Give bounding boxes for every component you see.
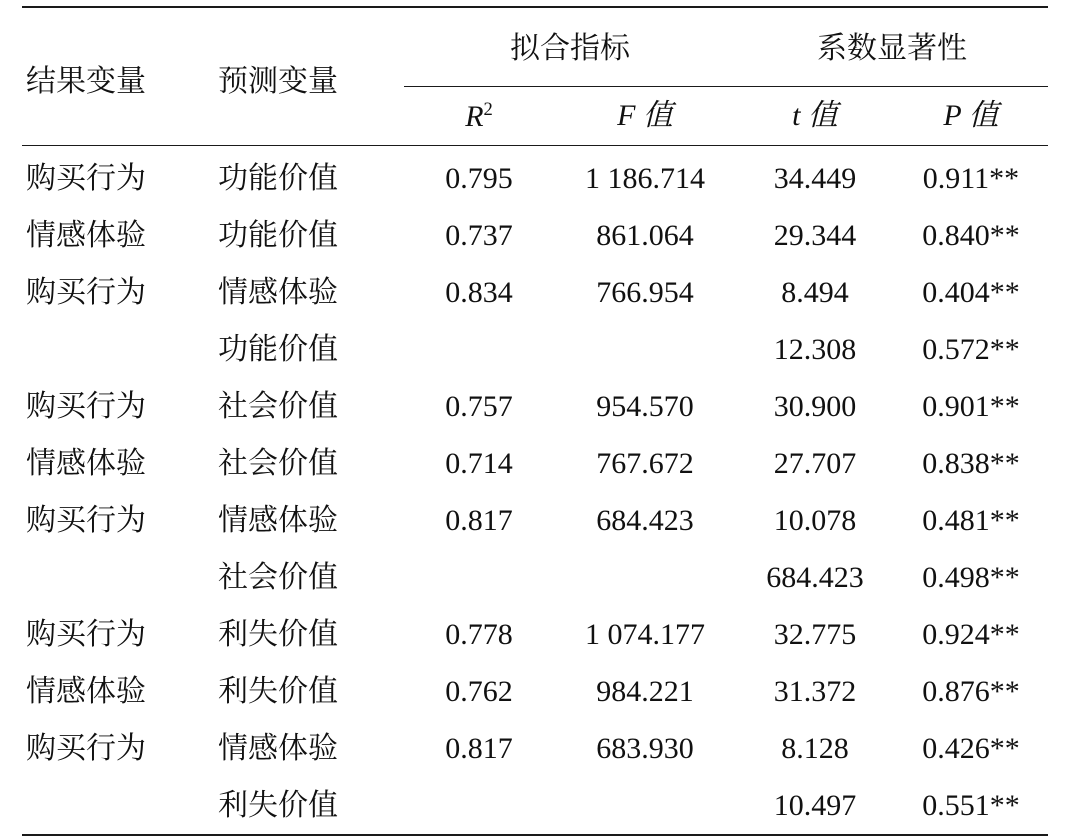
cell-f	[554, 321, 736, 378]
cell-p: 0.498**	[922, 560, 1020, 594]
cell-outcome: 情感体验	[26, 218, 146, 252]
cell-outcome	[22, 549, 214, 606]
cell-predictor: 社会价值	[218, 446, 338, 480]
cell-r2: 0.834	[445, 275, 513, 309]
cell-f: 1 074.177	[585, 617, 705, 651]
cell-t: 8.494	[781, 275, 849, 309]
cell-r2: 0.817	[445, 503, 513, 537]
table-row	[22, 435, 1048, 492]
column-group-fit-indicators	[404, 7, 736, 87]
cell-f: 684.423	[596, 503, 694, 537]
table-row	[22, 207, 1048, 264]
cell-predictor: 社会价值	[218, 389, 338, 423]
table-row	[22, 492, 1048, 549]
cell-f: 766.954	[596, 275, 694, 309]
cell-outcome: 情感体验	[26, 446, 146, 480]
cell-r2: 0.778	[445, 617, 513, 651]
column-header-predictor: 预测变量	[218, 64, 338, 98]
table-row	[22, 321, 1048, 378]
cell-p: 0.911**	[922, 161, 1020, 195]
cell-p: 0.551**	[922, 788, 1020, 822]
cell-predictor: 社会价值	[218, 560, 338, 594]
cell-p: 0.838**	[922, 446, 1020, 480]
column-header-f: F 值	[617, 99, 673, 132]
cell-predictor: 情感体验	[218, 503, 338, 537]
table-row	[22, 264, 1048, 321]
cell-p: 0.426**	[922, 731, 1020, 765]
cell-p: 0.924**	[922, 617, 1020, 651]
cell-t: 10.497	[773, 788, 857, 822]
cell-t: 34.449	[773, 161, 857, 195]
cell-t: 32.775	[773, 617, 857, 651]
column-header-t: t 值	[792, 99, 838, 132]
table-row	[22, 146, 1048, 208]
cell-t: 29.344	[773, 218, 857, 252]
table-sheet	[0, 6, 1070, 822]
cell-r2: 0.714	[445, 446, 513, 480]
table-body	[22, 146, 1048, 836]
cell-outcome: 购买行为	[26, 503, 146, 537]
cell-r2: 0.795	[445, 161, 513, 195]
cell-outcome: 购买行为	[26, 731, 146, 765]
cell-f: 984.221	[596, 674, 694, 708]
cell-r2: 0.762	[445, 674, 513, 708]
cell-t: 8.128	[781, 731, 849, 765]
regression-results-table	[22, 6, 1048, 836]
cell-outcome	[22, 321, 214, 378]
table-row	[22, 720, 1048, 777]
table-row	[22, 549, 1048, 606]
column-header-p: P 值	[943, 99, 999, 132]
table-row	[22, 606, 1048, 663]
table-row	[22, 378, 1048, 435]
cell-outcome: 购买行为	[26, 617, 146, 651]
cell-t: 10.078	[773, 503, 857, 537]
cell-r2: 0.817	[445, 731, 513, 765]
cell-outcome: 购买行为	[26, 161, 146, 195]
cell-predictor: 利失价值	[218, 674, 338, 708]
cell-predictor: 利失价值	[218, 617, 338, 651]
cell-t: 684.423	[766, 560, 864, 594]
table-header	[22, 7, 1048, 146]
cell-p: 0.404**	[922, 275, 1020, 309]
cell-f: 954.570	[596, 389, 694, 423]
cell-outcome: 购买行为	[26, 389, 146, 423]
table-row	[22, 777, 1048, 835]
cell-t: 31.372	[773, 674, 857, 708]
column-header-r2: $R^2$	[465, 98, 493, 133]
cell-r2: 0.737	[445, 218, 513, 252]
cell-predictor: 情感体验	[218, 731, 338, 765]
cell-p: 0.481**	[922, 503, 1020, 537]
table-row	[22, 663, 1048, 720]
cell-predictor: 情感体验	[218, 275, 338, 309]
cell-f: 1 186.714	[585, 161, 705, 195]
cell-p: 0.572**	[922, 332, 1020, 366]
cell-f: 683.930	[596, 731, 694, 765]
cell-predictor: 功能价值	[218, 218, 338, 252]
header-row-groups	[22, 7, 1048, 87]
cell-outcome: 情感体验	[26, 674, 146, 708]
column-header-outcome: 结果变量	[26, 64, 146, 98]
cell-t: 30.900	[773, 389, 857, 423]
cell-outcome	[22, 777, 214, 835]
column-group-fit-label: 拟合指标	[510, 32, 630, 65]
cell-p: 0.876**	[922, 674, 1020, 708]
cell-outcome: 购买行为	[26, 275, 146, 309]
cell-predictor: 功能价值	[218, 332, 338, 366]
cell-r2	[404, 321, 554, 378]
cell-t: 27.707	[773, 446, 857, 480]
cell-f: 861.064	[596, 218, 694, 252]
cell-p: 0.840**	[922, 218, 1020, 252]
column-group-coefficient-significance	[736, 7, 1048, 87]
cell-t: 12.308	[773, 332, 857, 366]
cell-f	[554, 549, 736, 606]
cell-p: 0.901**	[922, 389, 1020, 423]
column-group-sig-label: 系数显著性	[817, 32, 967, 65]
cell-r2	[404, 777, 554, 835]
cell-f	[554, 777, 736, 835]
cell-f: 767.672	[596, 446, 694, 480]
cell-predictor: 利失价值	[218, 788, 338, 822]
cell-r2: 0.757	[445, 389, 513, 423]
cell-predictor: 功能价值	[218, 161, 338, 195]
cell-r2	[404, 549, 554, 606]
